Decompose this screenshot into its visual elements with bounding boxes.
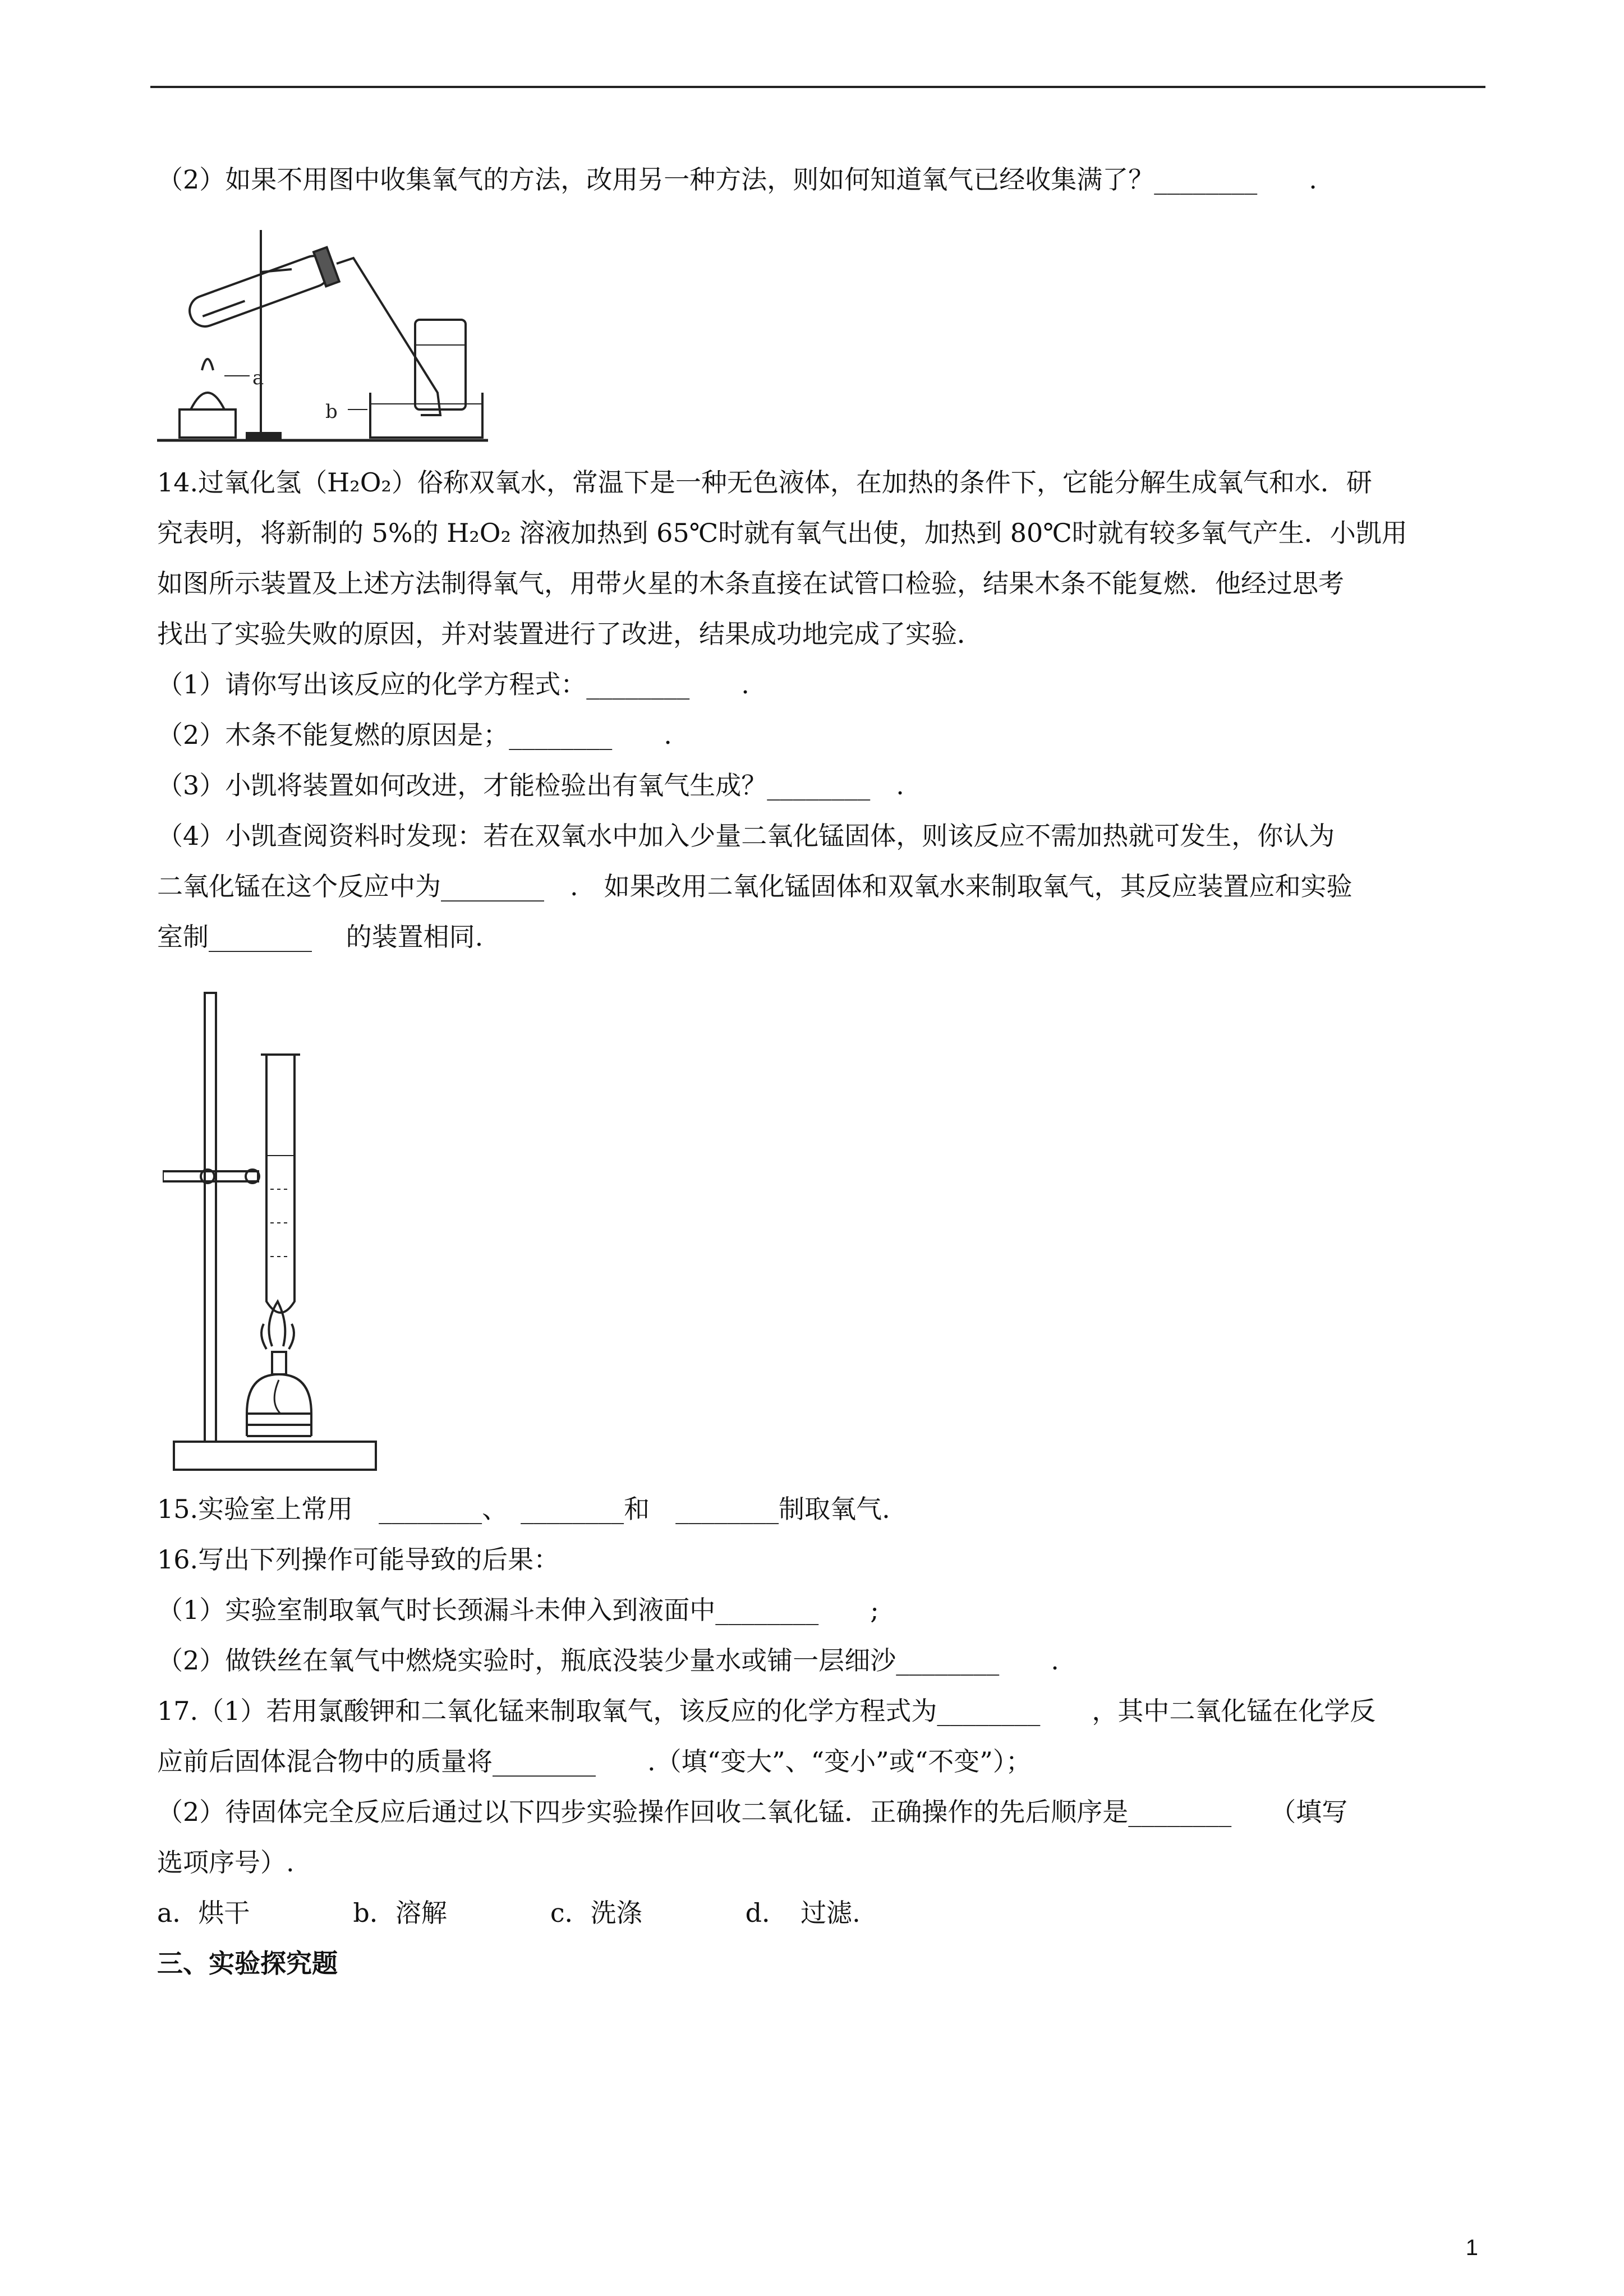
q17-line4: 选项序号）. <box>157 1847 295 1878</box>
q14-part4-line3: 室制________ 的装置相同. <box>157 922 484 952</box>
h2o2-heating-apparatus-figure <box>163 987 387 1481</box>
q14-line4: 找出了实验失败的原因，并对装置进行了改进，结果成功地完成了实验． <box>157 619 983 649</box>
q13-part2: （2）如果不用图中收集氧气的方法，改用另一种方法，则如何知道氧气已经收集满了？________ . <box>157 164 1317 195</box>
q17-line1: 17.（1）若用氯酸钾和二氧化锰来制取氧气，该反应的化学方程式为________ ，其中二氧化锰在化学反 <box>157 1696 1376 1726</box>
section-heading: 三、实验探究题 <box>157 1948 338 1978</box>
q17-line2: 应前后固体混合物中的质量将________ .（填“变大”、“变小”或“不变”）； <box>157 1746 1032 1777</box>
q14-part2: （2）木条不能复燃的原因是；________ . <box>157 720 672 750</box>
q14-part4-line2: 二氧化锰在这个反应中为________ . 如果改用二氧化锰固体和双氧水来制取氧气，其反应装置应和实验 <box>157 871 1352 901</box>
header-rule <box>150 86 1485 88</box>
q14-part1: （1）请你写出该反应的化学方程式：________ . <box>157 669 749 700</box>
q14-part4-line1: （4）小凯查阅资料时发现：若在双氧水中加入少量二氧化锰固体，则该反应不需加热就可发生，你认为 <box>157 821 1335 851</box>
q16-stem: 16.写出下列操作可能导致的后果： <box>157 1544 560 1575</box>
q16-part1: （1）实验室制取氧气时长颈漏斗未伸入到液面中________ ; <box>157 1595 879 1625</box>
q14-line1: 14.过氧化氢（H₂O₂）俗称双氧水，常温下是一种无色液体，在加热的条件下，它能分解生成氧气和水．研 <box>157 467 1372 498</box>
page-number: 1 <box>1465 2235 1478 2260</box>
fig1-label-a: a <box>252 367 264 389</box>
fig1-label-b: b <box>325 401 338 423</box>
q16-part2: （2）做铁丝在氧气中燃烧实验时，瓶底没装少量水或铺一层细沙________ . <box>157 1645 1059 1676</box>
q15: 15.实验室上常用 ________、 ________和 ________制取氧气. <box>157 1494 890 1524</box>
q17-options: a．烘干 b．溶解 c．洗涤 d． 过滤. <box>157 1898 861 1928</box>
q14-line3: 如图所示装置及上述方法制得氧气，用带火星的木条直接在试管口检验，结果木条不能复燃．他经过思考 <box>157 568 1344 599</box>
oxygen-collection-apparatus-figure <box>157 224 494 449</box>
q17-line3: （2）待固体完全反应后通过以下四步实验操作回收二氧化锰．正确操作的先后顺序是________ （填写 <box>157 1797 1348 1827</box>
q14-part3: （3）小凯将装置如何改进，才能检验出有氧气生成？________ . <box>157 770 904 800</box>
q14-line2: 究表明，将新制的 5%的 H₂O₂ 溶液加热到 65℃时就有氧气出使，加热到 80℃时就有较多氧气产生．小凯用 <box>157 518 1407 548</box>
